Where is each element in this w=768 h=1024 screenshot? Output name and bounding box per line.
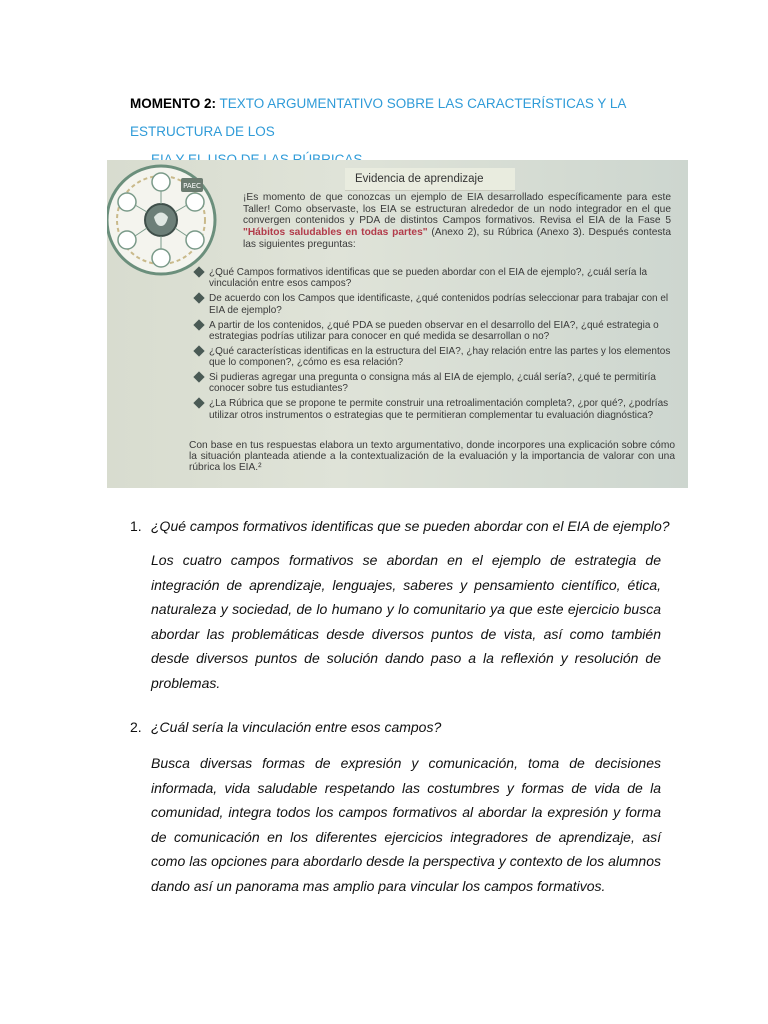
bullet-icon	[193, 293, 204, 304]
question-text: ¿Cuál sería la vinculación entre esos campos?	[151, 719, 442, 735]
bullet-icon	[193, 372, 204, 383]
bullet-icon	[193, 345, 204, 356]
evidence-bullet: Si pudieras agregar una pregunta o consigna más al EIA de ejemplo, ¿cuál sería?, ¿qué te permitiría conocer sobre tus estudiantes?	[191, 372, 677, 395]
bullet-icon	[193, 319, 204, 330]
bullet-icon	[193, 266, 204, 277]
evidence-title: Evidencia de aprendizaje	[345, 168, 515, 191]
campos-wheel-icon	[107, 162, 219, 278]
evidence-intro-text-a: ¡Es momento de que conozcas un ejemplo de EIA desarrollado específicamente para este Taller! Como observaste, los EIA se estructuran alrededor de un nodo integrador en el que convergen contenidos y PDA de distintos Campos formativos. Revisa el EIA de la Fase 5	[243, 192, 671, 227]
evidence-bullet: De acuerdo con los Campos que identificaste, ¿qué contenidos podrías seleccionar para trabajar con el EIA de ejemplo?	[191, 293, 677, 316]
evidence-bullet: ¿Qué características identificas en la estructura del EIA?, ¿hay relación entre las partes y los elementos que lo componen?, ¿cómo es esa relación?	[191, 346, 677, 369]
evidence-intro-highlight: "Hábitos saludables en todas partes"	[243, 227, 428, 239]
question-number: 1.	[130, 518, 142, 534]
answer-1: Los cuatro campos formativos se abordan en el ejemplo de estrategia de integración de aprendizaje, lenguajes, saberes y pensamiento científico, ética, naturaleza y sociedad, de lo humano y lo comunitario ya que este ejercicio busca abordar las problemáticas desde diversos puntos de vista, así como también desde diversos puntos de solución dando paso a la reflexión y resolución de problemas.	[151, 552, 661, 691]
question-text: ¿Qué campos formativos identificas que se pueden abordar con el EIA de ejemplo?	[151, 518, 670, 534]
evidence-bullet: ¿Qué Campos formativos identificas que se pueden abordar con el EIA de ejemplo?, ¿cuál sería la vinculación entre esos campos?	[191, 267, 677, 290]
heading-lead: MOMENTO 2:	[130, 96, 217, 111]
evidence-intro-text-b: (Anexo 2), su Rúbrica (Anexo 3). Después contesta las siguientes preguntas:	[243, 227, 672, 250]
wheel-label: PAEC	[183, 182, 201, 190]
evidence-bullet: ¿La Rúbrica que se propone te permite construir una retroalimentación completa?, ¿por qué?, ¿podrías utilizar otros instrumentos o estrategias que te permitieran complementar tu evaluación diagnóstica?	[191, 398, 677, 421]
evidence-closing: Con base en tus respuestas elabora un texto argumentativo, donde incorpores una explicación sobre cómo la situación planteada atiende a la contextualización de la evaluación y la importancia de valorar con una rúbrica los EIA.²	[189, 440, 675, 474]
heading-title-part-1: TEXTO ARGUMENTATIVO SOBRE LAS CARACTERÍSTICAS Y LA ESTRUCTURA DE LOS	[130, 96, 626, 139]
bullet-icon	[193, 398, 204, 409]
evidence-bullet: A partir de los contenidos, ¿qué PDA se pueden observar en el desarrollo del EIA?, ¿qué estrategia o estrategias podrías utilizar para conocer en qué medida se desarrollan o no?	[191, 320, 677, 343]
evidence-intro	[243, 192, 671, 251]
heading-line-1	[130, 90, 690, 146]
evidence-image	[107, 160, 688, 488]
question-number: 2.	[130, 719, 142, 735]
answer-2: Busca diversas formas de expresión y comunicación, toma de decisiones informada, vida saludable respetando las costumbres y formas de vida de la comunidad, integra todos los campos formativos al abordar la expresión y forma de comunicación en los diferentes ejercicios integradores de aprendizaje, así como las opciones para abordarlo desde la perspectiva y contexto de los alumnos dando así un panorama mas amplio para vincular los campos formativos.	[151, 755, 661, 894]
evidence-question-list	[191, 267, 677, 425]
